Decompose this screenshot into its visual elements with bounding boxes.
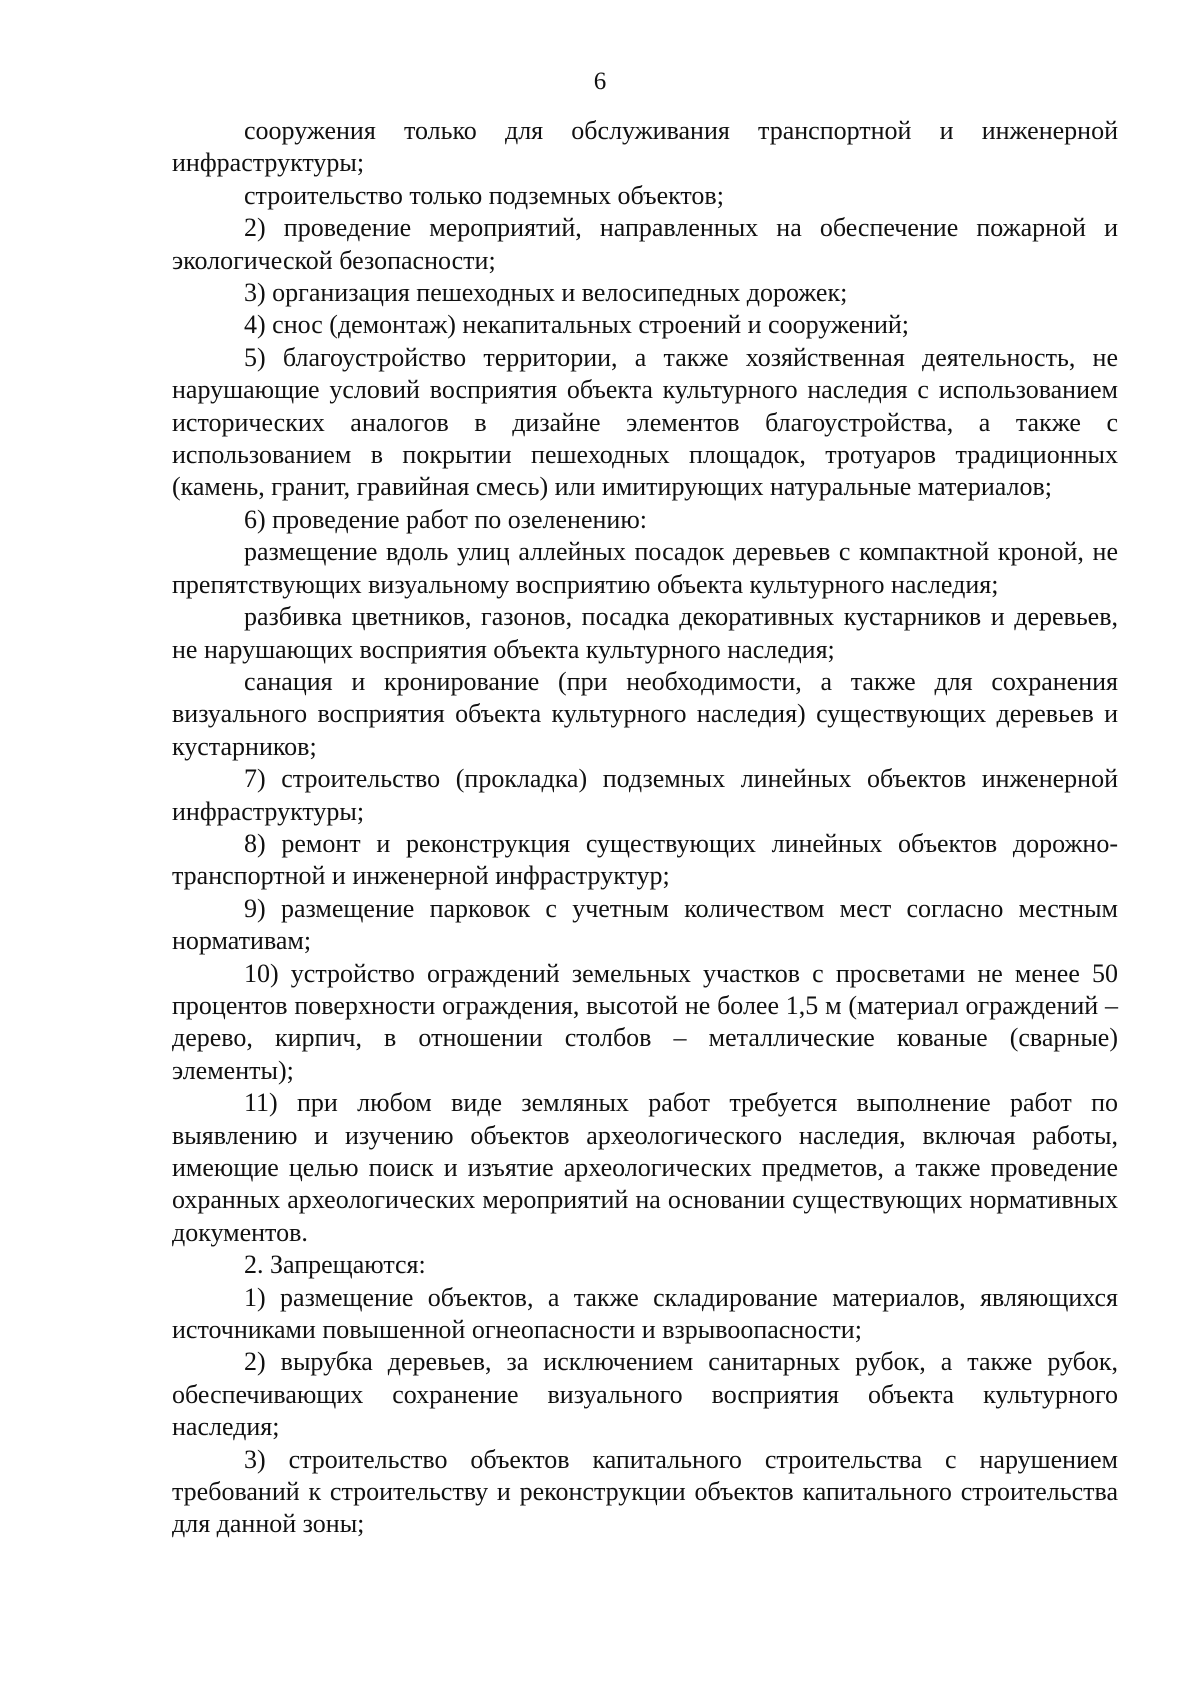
paragraph: размещение вдоль улиц аллейных посадок деревьев с компактной кроной, не препятствующих визуальному восприятию объекта культурного наследия; — [172, 537, 1118, 599]
paragraph: 7) строительство (прокладка) подземных линейных объектов инженерной инфраструктуры; — [172, 764, 1118, 826]
paragraph: 6) проведение работ по озеленению: — [244, 504, 647, 534]
paragraph: 2) вырубка деревьев, за исключением санитарных рубок, а также рубок, обеспечивающих сохранение визуального восприятия объекта культурного наследия; — [172, 1347, 1118, 1442]
document-body — [172, 115, 1118, 1541]
paragraph-continuation: сооружения только для обслуживания транспортной и инженерной инфраструктуры; — [172, 116, 1118, 178]
paragraph: 11) при любом виде земляных работ требуется выполнение работ по выявлению и изучению объектов археологического наследия, включая работы, имеющие целью поиск и изъятие археологических предметов, а также проведение охранных археологических мероприятий на основании существующих нормативных документов. — [172, 1088, 1118, 1247]
paragraph: 8) ремонт и реконструкция существующих линейных объектов дорожно-транспортной и инженерной инфраструктур; — [172, 828, 1118, 891]
paragraph: 3) организация пешеходных и велосипедных дорожек; — [244, 278, 848, 308]
paragraph: 3) строительство объектов капитального строительства с нарушением требований к строительству и реконструкции объектов капитального строительства для данной зоны; — [172, 1444, 1118, 1539]
paragraph: 5) благоустройство территории, а также хозяйственная деятельность, не нарушающие условий восприятия объекта культурного наследия с использованием исторических аналогов в дизайне элементов благоустройства, а также с использованием в покрытии пешеходных площадок, тротуаров традиционных (камень, гранит, гравийная смесь) или имитирующих натуральные материалов; — [172, 342, 1118, 502]
paragraph: разбивка цветников, газонов, посадка декоративных кустарников и деревьев, не нарушающих восприятия объекта культурного наследия; — [172, 602, 1118, 664]
paragraph: санация и кронирование (при необходимости, а также для сохранения визуального восприятия объекта культурного наследия) существующих деревьев и кустарников; — [172, 666, 1118, 761]
paragraph: строительство только подземных объектов; — [244, 180, 724, 210]
paragraph: 1) размещение объектов, а также складирование материалов, являющихся источниками повышенной огнеопасности и взрывоопасности; — [172, 1282, 1118, 1345]
paragraph: 9) размещение парковок с учетным количеством мест согласно местным нормативам; — [172, 893, 1118, 956]
page-number: 6 — [593, 68, 607, 95]
paragraph: 4) снос (демонтаж) некапитальных строений и сооружений; — [244, 310, 910, 340]
paragraph: 2. Запрещаются: — [244, 1250, 426, 1280]
paragraph: 10) устройство ограждений земельных участков с просветами не менее 50 процентов поверхности ограждения, высотой не более 1,5 м (материал ограждений – дерево, кирпич, в отношении столбов – металлические кованые (сварные) элементы); — [172, 958, 1118, 1085]
paragraph: 2) проведение мероприятий, направленных на обеспечение пожарной и экологической безопасности; — [172, 213, 1118, 275]
